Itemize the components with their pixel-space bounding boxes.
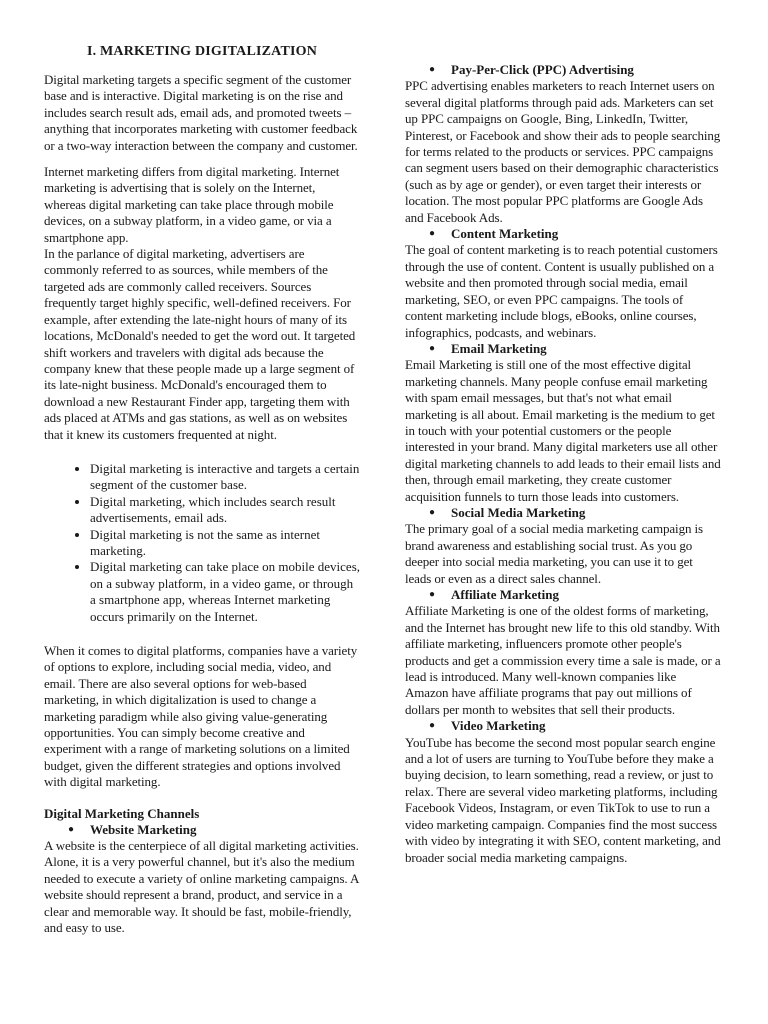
heading-label: Email Marketing bbox=[451, 340, 547, 356]
heading-label: Affiliate Marketing bbox=[451, 587, 559, 602]
email-marketing-heading bbox=[405, 341, 721, 357]
right-column bbox=[405, 62, 721, 866]
bullet-icon: ● bbox=[429, 720, 436, 732]
list-item: • Digital marketing can take place on mobile devices, on a subway platform, in a video game, or through a smartphone app, whereas Internet marketing occurs primarily on the Internet. bbox=[90, 559, 360, 625]
ppc-paragraph: PPC advertising enables marketers to reach Internet users on several digital platforms through paid ads. Marketers can set up PPC campaigns on Google, Bing, LinkedIn, Twitter, Pinterest, or Facebook and show their ads to people searching for terms related to the products or services. PPC campaigns can segment users based on their demographic characteristics (such as by age or gender), or even target their interests or location. The most popular PPC platforms are Google Ads and Facebook Ads. bbox=[405, 78, 721, 225]
bullet-icon: ● bbox=[429, 64, 436, 75]
bullet-icon: ● bbox=[429, 506, 436, 518]
social-media-marketing-heading bbox=[405, 505, 721, 521]
social-media-marketing-paragraph: The primary goal of a social media marketing campaign is brand awareness and establishing social trust. As you go deeper into social media marketing, you can use it to get leads or even as a direct sales channel. bbox=[405, 521, 703, 586]
heading-label: Social Media Marketing bbox=[451, 504, 586, 520]
list-item: • Digital marketing is not the same as internet marketing. bbox=[90, 527, 360, 560]
intro-paragraph: Digital marketing targets a specific segment of the customer base and is interactive. Digital marketing is on the rise and includes search result ads, email ads, and promoted tweets – anything that incorporates marketing with customer feedback or a two-way interaction between the company and customer. bbox=[44, 72, 358, 153]
video-marketing-heading bbox=[405, 718, 721, 734]
bullet-icon: ● bbox=[429, 228, 436, 240]
digital-platforms-paragraph: When it comes to digital platforms, companies have a variety of options to explore, including social media, video, and email. There are also several options for web-based marketing, in which digitalization is used to change a marketing paradigm while also giving value-generating opportunities. You can simply become creative and experiment with a range of marketing solutions on a limited budget, given the different strategies and options involved with digital marketing. bbox=[44, 643, 358, 790]
heading-label: Video Marketing bbox=[451, 718, 546, 734]
content-marketing-paragraph: The goal of content marketing is to reach potential customers through the use of content. Content is usually published on a website and then promoted through social media, email marketing, SEO, or even PPC campaigns. The tools of content marketing include blogs, eBooks, online courses, infographics, podcasts, and webinars. bbox=[405, 242, 718, 340]
heading-label: Content Marketing bbox=[451, 226, 559, 242]
list-item: • Digital marketing is interactive and targets a certain segment of the customer base. bbox=[90, 461, 360, 494]
bullet-icon: ● bbox=[429, 589, 436, 600]
left-column bbox=[44, 44, 360, 937]
summary-bullet-list bbox=[44, 461, 360, 625]
list-item: • Digital marketing, which includes search result advertisements, email ads. bbox=[90, 494, 360, 527]
video-marketing-paragraph: YouTube has become the second most popular search engine and a lot of users are turning to YouTube before they make a buying decision, to learn something, read a review, or just to relax. There are several video marketing platforms, including Facebook Videos, Instagram, or even TikTok to use to run a video marketing campaign. Companies find the most success with video by integrating it with SEO, content marketing, and broader social media marketing campaigns. bbox=[405, 734, 721, 865]
ppc-heading bbox=[405, 62, 721, 78]
heading-label: Website Marketing bbox=[90, 821, 197, 837]
affiliate-marketing-heading bbox=[405, 587, 721, 603]
affiliate-marketing-paragraph: Affiliate Marketing is one of the oldest forms of marketing, and the Internet has brought new life to this old standby. With affiliate marketing, influencers promote other people's products and get a commission every time a sale is made, or a lead is introduced. Many well-known companies like Amazon have affiliate programs that pay out millions of dollars per month to websites that sell their products. bbox=[405, 603, 721, 717]
bullet-icon: ● bbox=[429, 342, 436, 354]
website-marketing-paragraph: A website is the centerpiece of all digital marketing activities. Alone, it is a very powerful channel, but it's also the medium needed to execute a variety of online marketing campaigns. A website should represent a brand, product, and service in a clear and memorable way. It should be fast, mobile-friendly, and easy to use. bbox=[44, 838, 359, 936]
bullet-icon: ● bbox=[68, 823, 75, 835]
page-title: I. MARKETING DIGITALIZATION bbox=[86, 44, 318, 59]
sources-receivers-paragraph: In the parlance of digital marketing, advertisers are commonly referred to as sources, while members of the targeted ads are commonly called receivers. Sources frequently target highly specific, well-defined receivers. For example, after extending the late-night hours of many of its locations, McDonald's needed to get the word out. It targeted shift workers and travelers with digital ads because the company knew that these people made up a large segment of its late-night business. McDonald's encouraged them to download a new Restaurant Finder app, targeting them with ads placed at ATMs and gas stations, as well as on websites that it knew its customers frequented at night. bbox=[44, 246, 356, 442]
website-marketing-heading bbox=[44, 822, 360, 838]
heading-label: Pay-Per-Click (PPC) Advertising bbox=[451, 62, 634, 77]
content-marketing-heading bbox=[405, 226, 721, 242]
email-marketing-paragraph: Email Marketing is still one of the most effective digital marketing channels. Many people confuse email marketing with spam email messages, but that's not what email marketing is all about. Email marketing is the medium to get in touch with your potential customers or the people interested in your brand. Many digital marketers use all other digital marketing channels to add leads to their email lists and then, through email marketing, they create customer acquisition funnels to turn those leads into customers. bbox=[405, 357, 721, 504]
internet-vs-digital-paragraph: Internet marketing differs from digital marketing. Internet marketing is advertising that is solely on the Internet, whereas digital marketing can take place through mobile devices, on a subway platform, in a video game, or via a smartphone app. bbox=[44, 164, 340, 245]
channels-heading: Digital Marketing Channels bbox=[44, 805, 200, 821]
